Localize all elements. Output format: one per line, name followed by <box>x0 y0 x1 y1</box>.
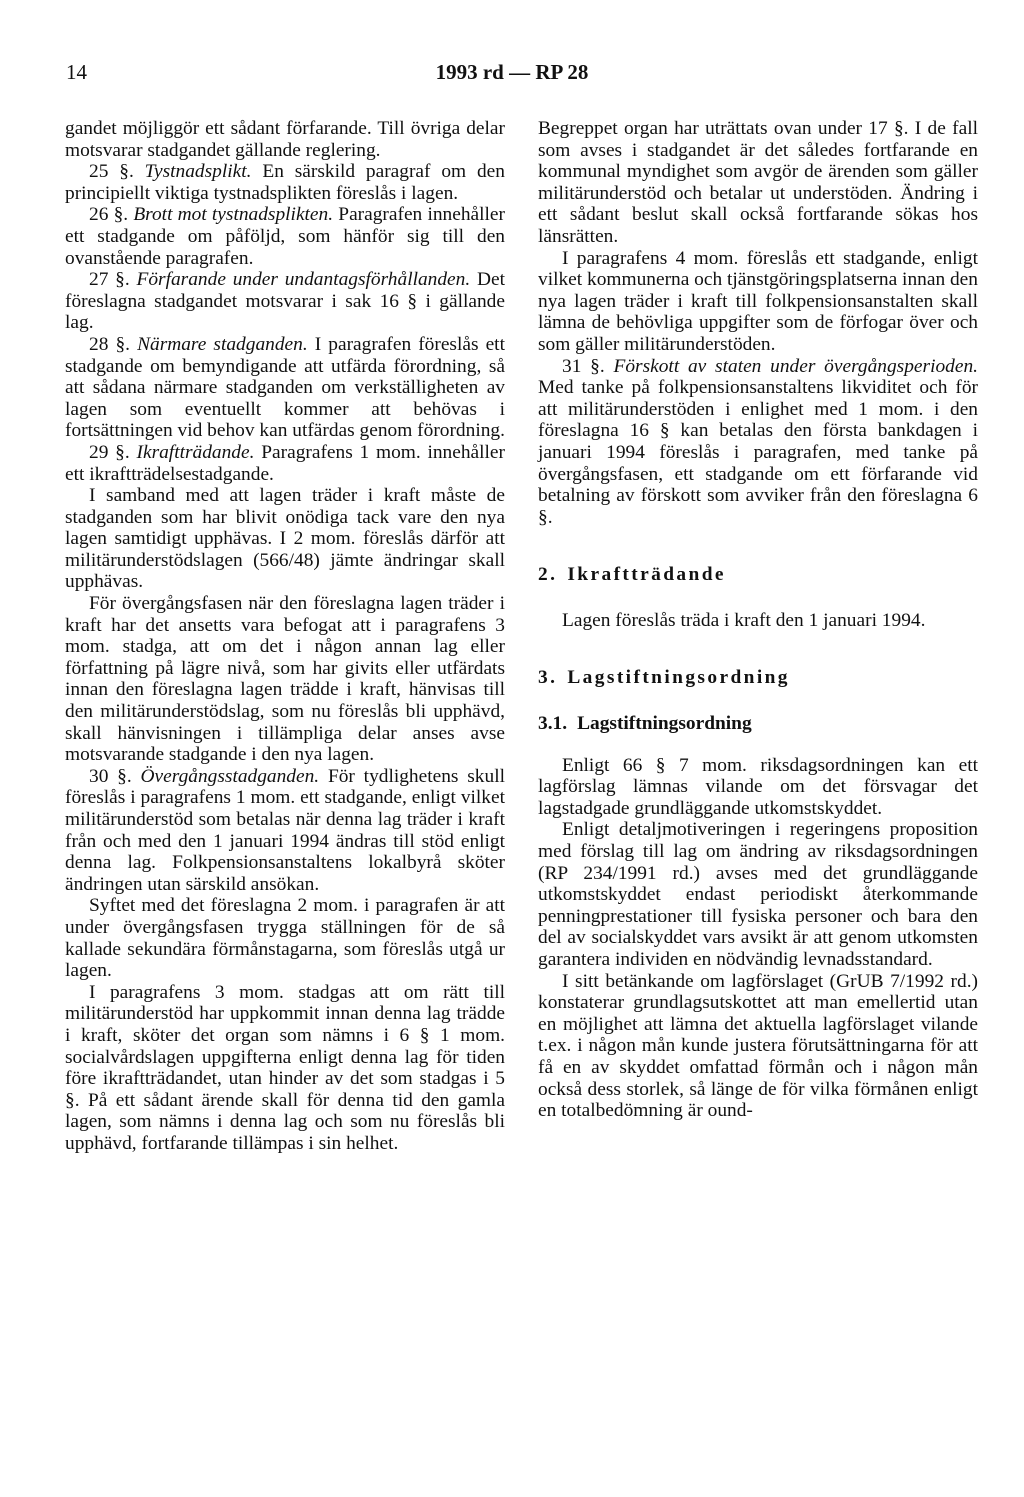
paragraph: Enligt 66 § 7 mom. riksdagsordningen kan ett lagförslag lämnas vilande om det försvagar det lagstadgade grundläggande utkomstskyddet. <box>538 754 978 819</box>
section-title: Ikraftträdande <box>567 564 726 586</box>
paragraph-title: Förfarande under undantagsförhållanden. <box>136 269 471 291</box>
paragraph-27: 27 §. Förfarande under undantagsförhållanden. Det föreslagna stadgandet motsvarar i sak 16 § i gällande lag. <box>65 269 506 334</box>
paragraph-28: 28 §. Närmare stadganden. I paragrafen föreslås ett stadgande om bemyndigande att utfärda förordning, så att sådana närmare stadganden om verkställigheten av lagen som eventuellt kommer att behövas i fortsättningen vid behov kan utfärdas genom förordning. <box>65 333 505 442</box>
section-title: Lagstiftningsordning <box>567 667 790 689</box>
paragraph-29: 29 §. Ikraftträdande. Paragrafens 1 mom. innehåller ett ikraftträdelsestadgande. <box>65 441 505 485</box>
paragraph: För övergångsfasen när den föreslagna lagen träder i kraft har det ansetts vara befogat att i paragrafens 3 mom. stadga, att om det i någon annan lag eller författning på lägre nivå, som har givits eller utfärdats innan den föreslagna lagen trädde i kraft, hänvisas till den militärunderstödslag, som nu föreslås bli upphävd, skall hänvisningen i tillämpliga delar anses avse motsvarande stadgande i den nya lagen. <box>65 593 505 766</box>
paragraph: gandet möjliggör ett sådant förfarande. Till övriga delar motsvarar stadgandet gällande reglering. <box>65 118 505 161</box>
paragraph-title: Övergångsstadganden. <box>140 765 320 787</box>
section-number: 3. <box>538 667 558 689</box>
section-number: 2. <box>538 564 558 586</box>
page-header <box>0 60 1024 90</box>
paragraph-title: Ikraftträdande. <box>136 441 255 463</box>
page-number: 14 <box>66 60 87 84</box>
right-column <box>538 118 978 1122</box>
left-column <box>65 118 505 1155</box>
section-heading-3 <box>538 667 978 689</box>
paragraph: I paragrafens 4 mom. föreslås ett stadgande, enligt vilket kommunerna och tjänstgöringsplatserna innan den nya lagen träder i kraft till folkpensionsanstalten skall lämna de behövliga uppgifter som de förfogar över och som gäller militärunderstöden. <box>538 247 978 355</box>
running-head: 1993 rd — RP 28 <box>435 60 589 84</box>
paragraph: Lagen föreslås träda i kraft den 1 januari 1994. <box>562 609 926 631</box>
paragraph-26: 26 §. Brott mot tystnadsplikten. Paragrafen innehåller ett stadgande om påföljd, som hänför sig till den ovanstående paragrafen. <box>65 204 505 269</box>
subsection-heading-3-1 <box>538 713 978 735</box>
paragraph: I paragrafens 3 mom. stadgas att om rätt till militärunderstöd har uppkommit innan denna lag trädde i kraft, sköter det organ som nämns i 6 § 1 mom. socialvårdslagen uppgifterna enligt denna lag för tiden före ikraftträdandet, utan hinder av det som stadgas i 5 §. På ett sådant ärende skall för denna tid den gamla lagen, som nämns i denna lag och som nu föreslås bli upphävd, fortfarande tillämpas i sin helhet. <box>65 981 505 1154</box>
paragraph-title: Brott mot tystnadsplikten. <box>133 204 334 226</box>
paragraph: Begreppet organ har uträttats ovan under 17 §. I de fall som avses i stadgandet är det således fortfarande en kommunal myndighet som avgör de ärenden som gäller militärunderstöd och betalar ut understöden. Ändring i ett sådant beslut skall också fortfarande sökas hos länsrätten. <box>538 118 978 247</box>
paragraph: Enligt detaljmotiveringen i regeringens proposition med förslag till lag om ändring av riksdagsordningen (RP 234/1991 rd.) avses med det grundläggande utkomstskyddet endast periodiskt återkommande penningprestationer till fysiska personer och bara den del av socialskyddet vars avsikt är att genom utkomsten garantera individen en nödvändig levnadsstandard. <box>538 819 978 970</box>
subsection-number: 3.1. <box>538 713 568 735</box>
section-heading-2 <box>538 564 978 586</box>
paragraph-title: Förskott av staten under övergångsperioden. <box>613 355 979 377</box>
paragraph: Syftet med det föreslagna 2 mom. i paragrafen är att under övergångsfasen trygga ställningen för de så kallade sekundära förmånstagarna, som föreslås utgå ur lagen. <box>65 895 505 982</box>
paragraph-25: 25 §. Tystnadsplikt. En särskild paragraf om den principiellt viktiga tystnadsplikten föreslås i lagen. <box>65 161 505 204</box>
paragraph-title: Tystnadsplikt. <box>144 161 252 183</box>
paragraph-30: 30 §. Övergångsstadganden. För tydlighetens skull föreslås i paragrafens 1 mom. ett stadgande, enligt vilket militärunderstöd som betalas när denna lag träder i kraft från och med den 1 januari 1994 ändras till stöd enligt denna lag. Folkpensionsanstaltens lokalbyrå sköter ändringen utan särskild ansökan. <box>65 765 505 895</box>
paragraph-31: 31 §. Förskott av staten under övergångsperioden. Med tanke på folkpensionsanstaltens likviditet och för att militärunderstöden i enlighet med 1 mom. i den föreslagna 16 § kan betalas den första bankdagen i januari 1994 föreslås i paragrafen, med tanke på övergångsfasen, ett stadgande om ett förfarande vid betalning av förskott som avviker från den föreslagna 6 §. <box>538 355 979 528</box>
paragraph: I sitt betänkande om lagförslaget (GrUB 7/1992 rd.) konstaterar grundlagsutskottet att man emellertid utan en möjlighet att lämna det aktuella lagförslaget vilande t.ex. i någon mån kunde justera förutsättningarna för att få en av skyddet omfattad förmån och i någon mån också dess storlek, så länge de för vilka förmånen enligt en totalbedömning är ound- <box>538 970 978 1122</box>
paragraph: I samband med att lagen träder i kraft måste de stadganden som har blivit onödiga tack vare den nya lagen samtidigt upphävas. I 2 mom. föreslås därför att militärunderstödslagen (566/48) jämte ändringar skall upphävas. <box>65 485 505 593</box>
paragraph-title: Närmare stadganden. <box>137 333 308 355</box>
subsection-title: Lagstiftningsordning <box>577 713 752 735</box>
